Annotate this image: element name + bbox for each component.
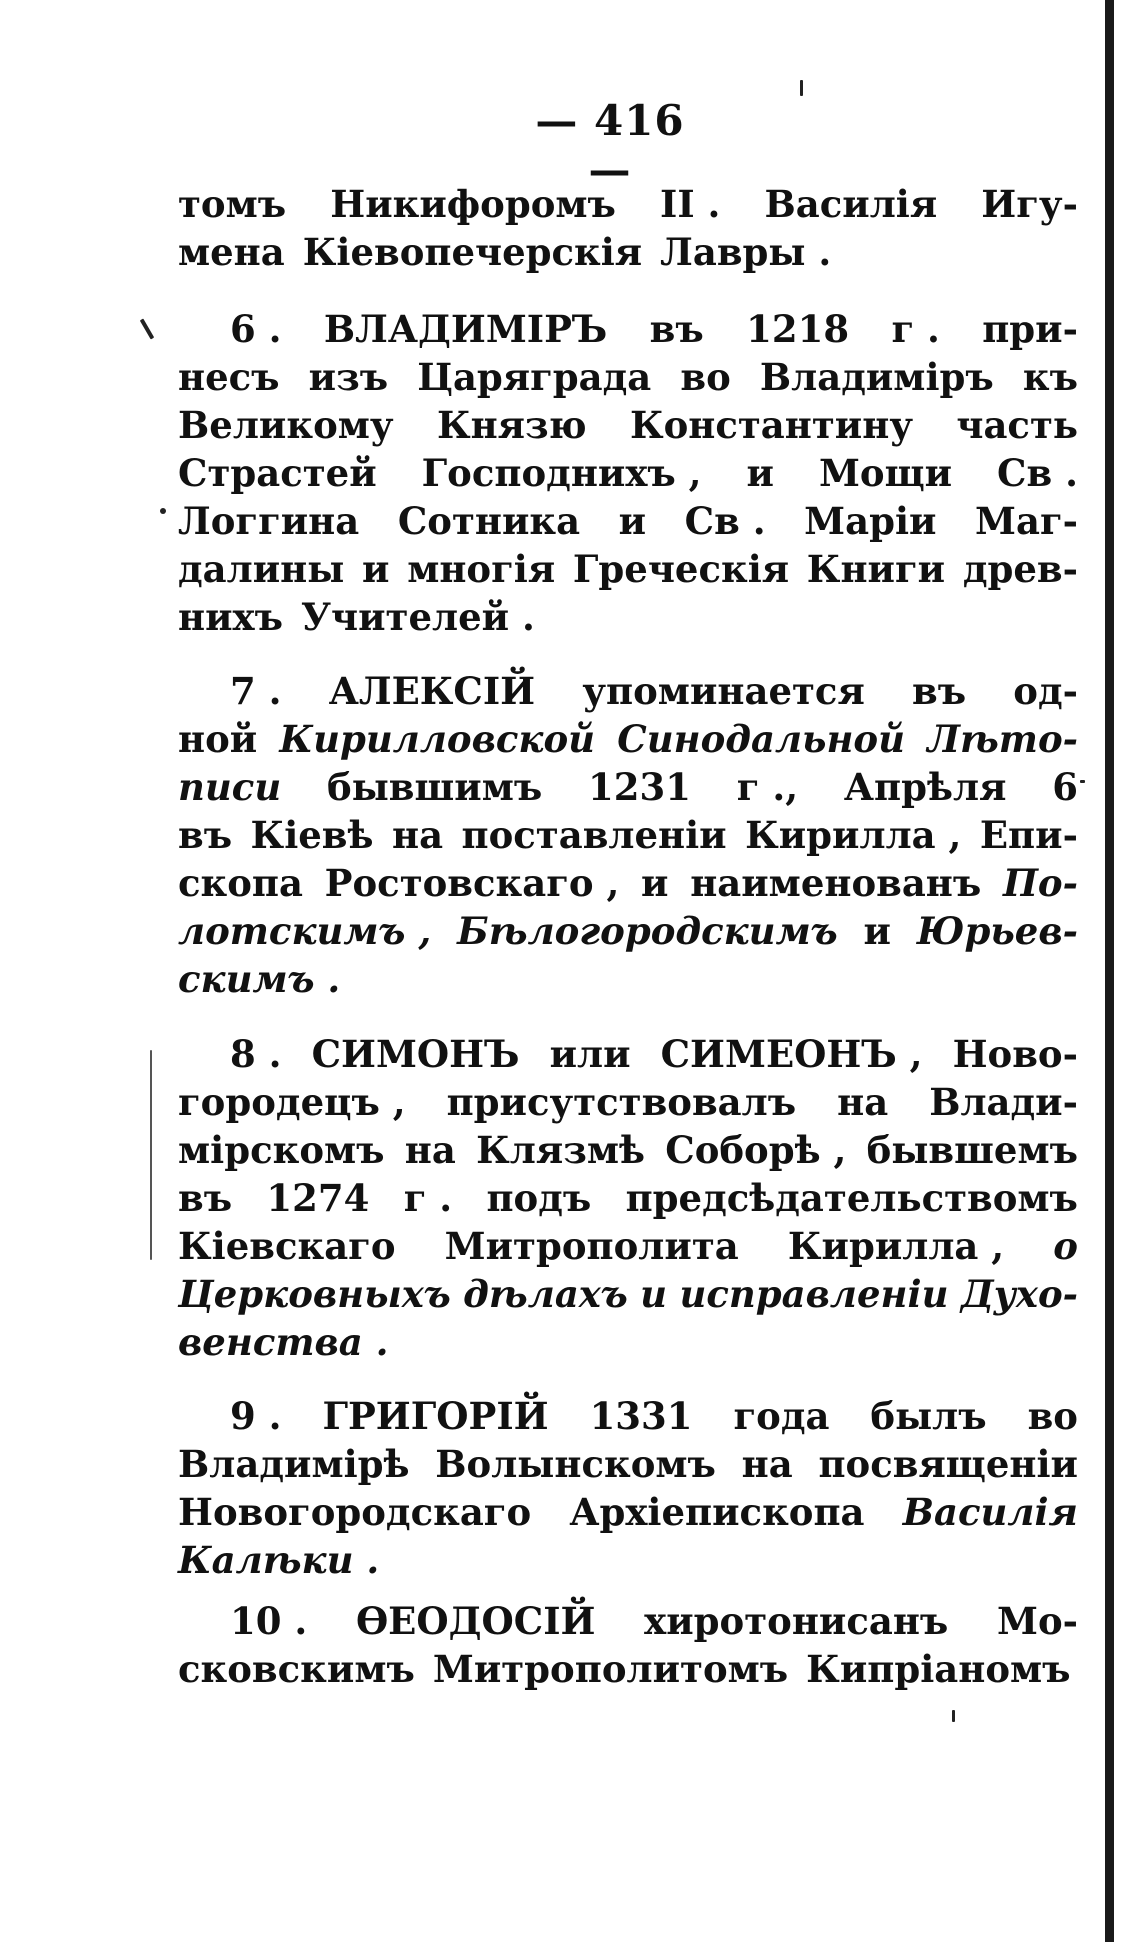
word: Кирилла , — [787, 1224, 1005, 1268]
word: мірскомъ — [178, 1128, 385, 1172]
word: Великому — [178, 403, 394, 447]
text-line — [178, 1536, 1078, 1584]
word: ѲЕОДОСІЙ — [355, 1599, 596, 1643]
text-line — [178, 1126, 1078, 1174]
word: Церковныхъ — [178, 1272, 451, 1316]
word: Мо- — [997, 1599, 1078, 1643]
text-line — [178, 715, 1078, 763]
word: Князю — [436, 403, 587, 447]
para-2 — [178, 305, 1078, 641]
word: Маріи — [804, 499, 937, 543]
word: Митрополитомъ — [432, 1647, 789, 1691]
word: упоминается — [582, 669, 865, 713]
word: бывшимъ — [327, 765, 543, 809]
word: года — [733, 1394, 830, 1438]
word: при- — [982, 307, 1078, 351]
word: въ — [649, 307, 704, 351]
word: и — [618, 499, 647, 543]
word: на — [741, 1442, 793, 1486]
word: посвященіи — [818, 1442, 1078, 1486]
word: нихъ — [178, 595, 283, 639]
word: къ — [1022, 355, 1078, 399]
word: Волынскомъ — [435, 1442, 716, 1486]
word: присутствовалъ — [446, 1080, 797, 1124]
word: несъ — [178, 355, 280, 399]
word: томъ — [178, 182, 287, 226]
text-line — [178, 811, 1078, 859]
word: во — [680, 355, 731, 399]
word: или — [549, 1032, 631, 1076]
word: въ — [911, 669, 967, 713]
word: г . — [403, 1176, 453, 1220]
text-line — [178, 859, 1078, 907]
word: о — [1053, 1224, 1078, 1268]
scan-speck — [800, 80, 803, 96]
scan-speck — [150, 1050, 152, 1260]
word: Василія — [764, 182, 938, 226]
word: Кіевопечерскія — [302, 230, 643, 274]
word: Царяграда — [417, 355, 652, 399]
word: многія — [407, 547, 556, 591]
word: во — [1027, 1394, 1078, 1438]
word: Господнихъ , — [421, 451, 702, 495]
word: писи — [178, 765, 282, 809]
word: венства . — [178, 1320, 389, 1364]
text-line — [178, 1597, 1078, 1645]
word: Св . — [684, 499, 766, 543]
word: ГРИГОРІЙ — [322, 1394, 549, 1438]
text-line — [178, 1270, 1078, 1318]
text-line — [178, 763, 1078, 811]
word: на — [404, 1128, 456, 1172]
word: II . — [660, 182, 721, 226]
text-line — [178, 180, 1078, 228]
word: 1331 — [589, 1394, 693, 1438]
word: Кирилла , — [745, 813, 962, 857]
word: Лѣто- — [927, 717, 1078, 761]
text-line — [178, 1174, 1078, 1222]
text-line — [178, 1488, 1078, 1536]
word: подъ — [486, 1176, 592, 1220]
word: Юрьев- — [916, 909, 1078, 953]
word: предсѣдательствомъ — [625, 1176, 1078, 1220]
text-line — [178, 1440, 1078, 1488]
word: Никифоромъ — [330, 182, 616, 226]
word: Греческія — [572, 547, 790, 591]
para-3 — [178, 667, 1078, 1003]
text-line — [178, 228, 1078, 276]
word: скопа — [178, 861, 303, 905]
text-line — [178, 1392, 1078, 1440]
word: 8 . — [230, 1032, 282, 1076]
text-line — [178, 667, 1078, 715]
word: По- — [1002, 861, 1078, 905]
para-1 — [178, 180, 1078, 276]
word: Клязмѣ — [476, 1128, 645, 1172]
word: 6 — [1052, 765, 1078, 809]
para-6 — [178, 1597, 1078, 1693]
word: часть — [956, 403, 1078, 447]
text-line — [178, 1030, 1078, 1078]
word: поставленіи — [461, 813, 727, 857]
scan-speck — [1080, 780, 1085, 783]
word: Новогородскаго — [178, 1490, 532, 1534]
word: ВЛАДИМІРЪ — [323, 307, 608, 351]
word: Василія — [902, 1490, 1078, 1534]
word: Страстей — [178, 451, 377, 495]
word: 1231 — [588, 765, 691, 809]
word: въ — [178, 813, 233, 857]
word: и — [362, 547, 390, 591]
word: Сотника — [397, 499, 581, 543]
word: Апрѣля — [843, 765, 1007, 809]
word: Ростовскаго , — [324, 861, 620, 905]
text-line — [178, 1078, 1078, 1126]
word: на — [837, 1080, 889, 1124]
word: мена — [178, 230, 285, 274]
word: ной — [178, 717, 258, 761]
word: Соборѣ , — [665, 1128, 847, 1172]
word: Калѣки . — [178, 1538, 380, 1582]
text-line — [178, 593, 1078, 641]
word: Кіевѣ — [250, 813, 374, 857]
word: 1274 — [266, 1176, 370, 1220]
para-4 — [178, 1030, 1078, 1366]
word: хиротонисанъ — [644, 1599, 949, 1643]
word: Владимірѣ — [178, 1442, 410, 1486]
text-line — [178, 955, 1078, 1003]
text-line — [178, 305, 1078, 353]
word: Логгина — [178, 499, 360, 543]
word: Духо- — [960, 1272, 1078, 1316]
word: и — [640, 1272, 668, 1316]
text-line — [178, 449, 1078, 497]
word: городецъ , — [178, 1080, 406, 1124]
word: Лавры . — [660, 230, 832, 274]
text-line — [178, 907, 1078, 955]
word: Кирилловской — [279, 717, 596, 761]
word: Ново- — [952, 1032, 1078, 1076]
word: Константину — [629, 403, 914, 447]
text-line — [178, 1645, 1078, 1693]
text-line — [178, 545, 1078, 593]
word: г . — [891, 307, 940, 351]
word: далины — [178, 547, 345, 591]
word: и — [746, 451, 774, 495]
word: Епи- — [979, 813, 1078, 857]
word: Маг- — [975, 499, 1078, 543]
text-line — [178, 401, 1078, 449]
text-line — [178, 1318, 1078, 1366]
page-edge-rule — [1105, 0, 1114, 1942]
word: 9 . — [230, 1394, 282, 1438]
word: г ., — [736, 765, 799, 809]
word: Влади- — [929, 1080, 1078, 1124]
scan-speck — [952, 1710, 955, 1722]
text-line — [178, 1222, 1078, 1270]
scan-speck — [140, 318, 154, 339]
word: древ- — [962, 547, 1078, 591]
word: СИМЕОНЪ , — [660, 1032, 923, 1076]
word: и — [863, 909, 891, 953]
text-line — [178, 353, 1078, 401]
word: Св . — [997, 451, 1078, 495]
word: исправленіи — [679, 1272, 949, 1316]
word: дѣлахъ — [463, 1272, 628, 1316]
word: въ — [178, 1176, 233, 1220]
word: СИМОНЪ — [311, 1032, 520, 1076]
word: Учителей . — [300, 595, 535, 639]
word: Кіевскаго — [178, 1224, 396, 1268]
word: Кипріаномъ — [806, 1647, 1071, 1691]
word: Владиміръ — [759, 355, 994, 399]
scan-speck — [160, 508, 166, 514]
word: бывшемъ — [866, 1128, 1078, 1172]
word: 6 . — [230, 307, 282, 351]
word: Синодальной — [617, 717, 906, 761]
word: 7 . — [230, 669, 282, 713]
word: скимъ . — [178, 957, 341, 1001]
word: 1218 — [746, 307, 850, 351]
word: 10 . — [230, 1599, 308, 1643]
word: АЛЕКСІЙ — [328, 669, 536, 713]
word: Мощи — [818, 451, 953, 495]
word: Бѣлогородскимъ — [457, 909, 838, 953]
page-number: — 416 — — [535, 96, 685, 194]
word: Игу- — [981, 182, 1078, 226]
word: Книги — [806, 547, 946, 591]
word: изъ — [308, 355, 389, 399]
word: од- — [1013, 669, 1078, 713]
word: и — [641, 861, 669, 905]
word: на — [391, 813, 444, 857]
text-line — [178, 497, 1078, 545]
word: наименованъ — [690, 861, 982, 905]
para-5 — [178, 1392, 1078, 1584]
word: Архіепископа — [569, 1490, 865, 1534]
word: былъ — [870, 1394, 987, 1438]
word: Митрополита — [444, 1224, 739, 1268]
word: лотскимъ , — [178, 909, 432, 953]
word: сковскимъ — [178, 1647, 415, 1691]
